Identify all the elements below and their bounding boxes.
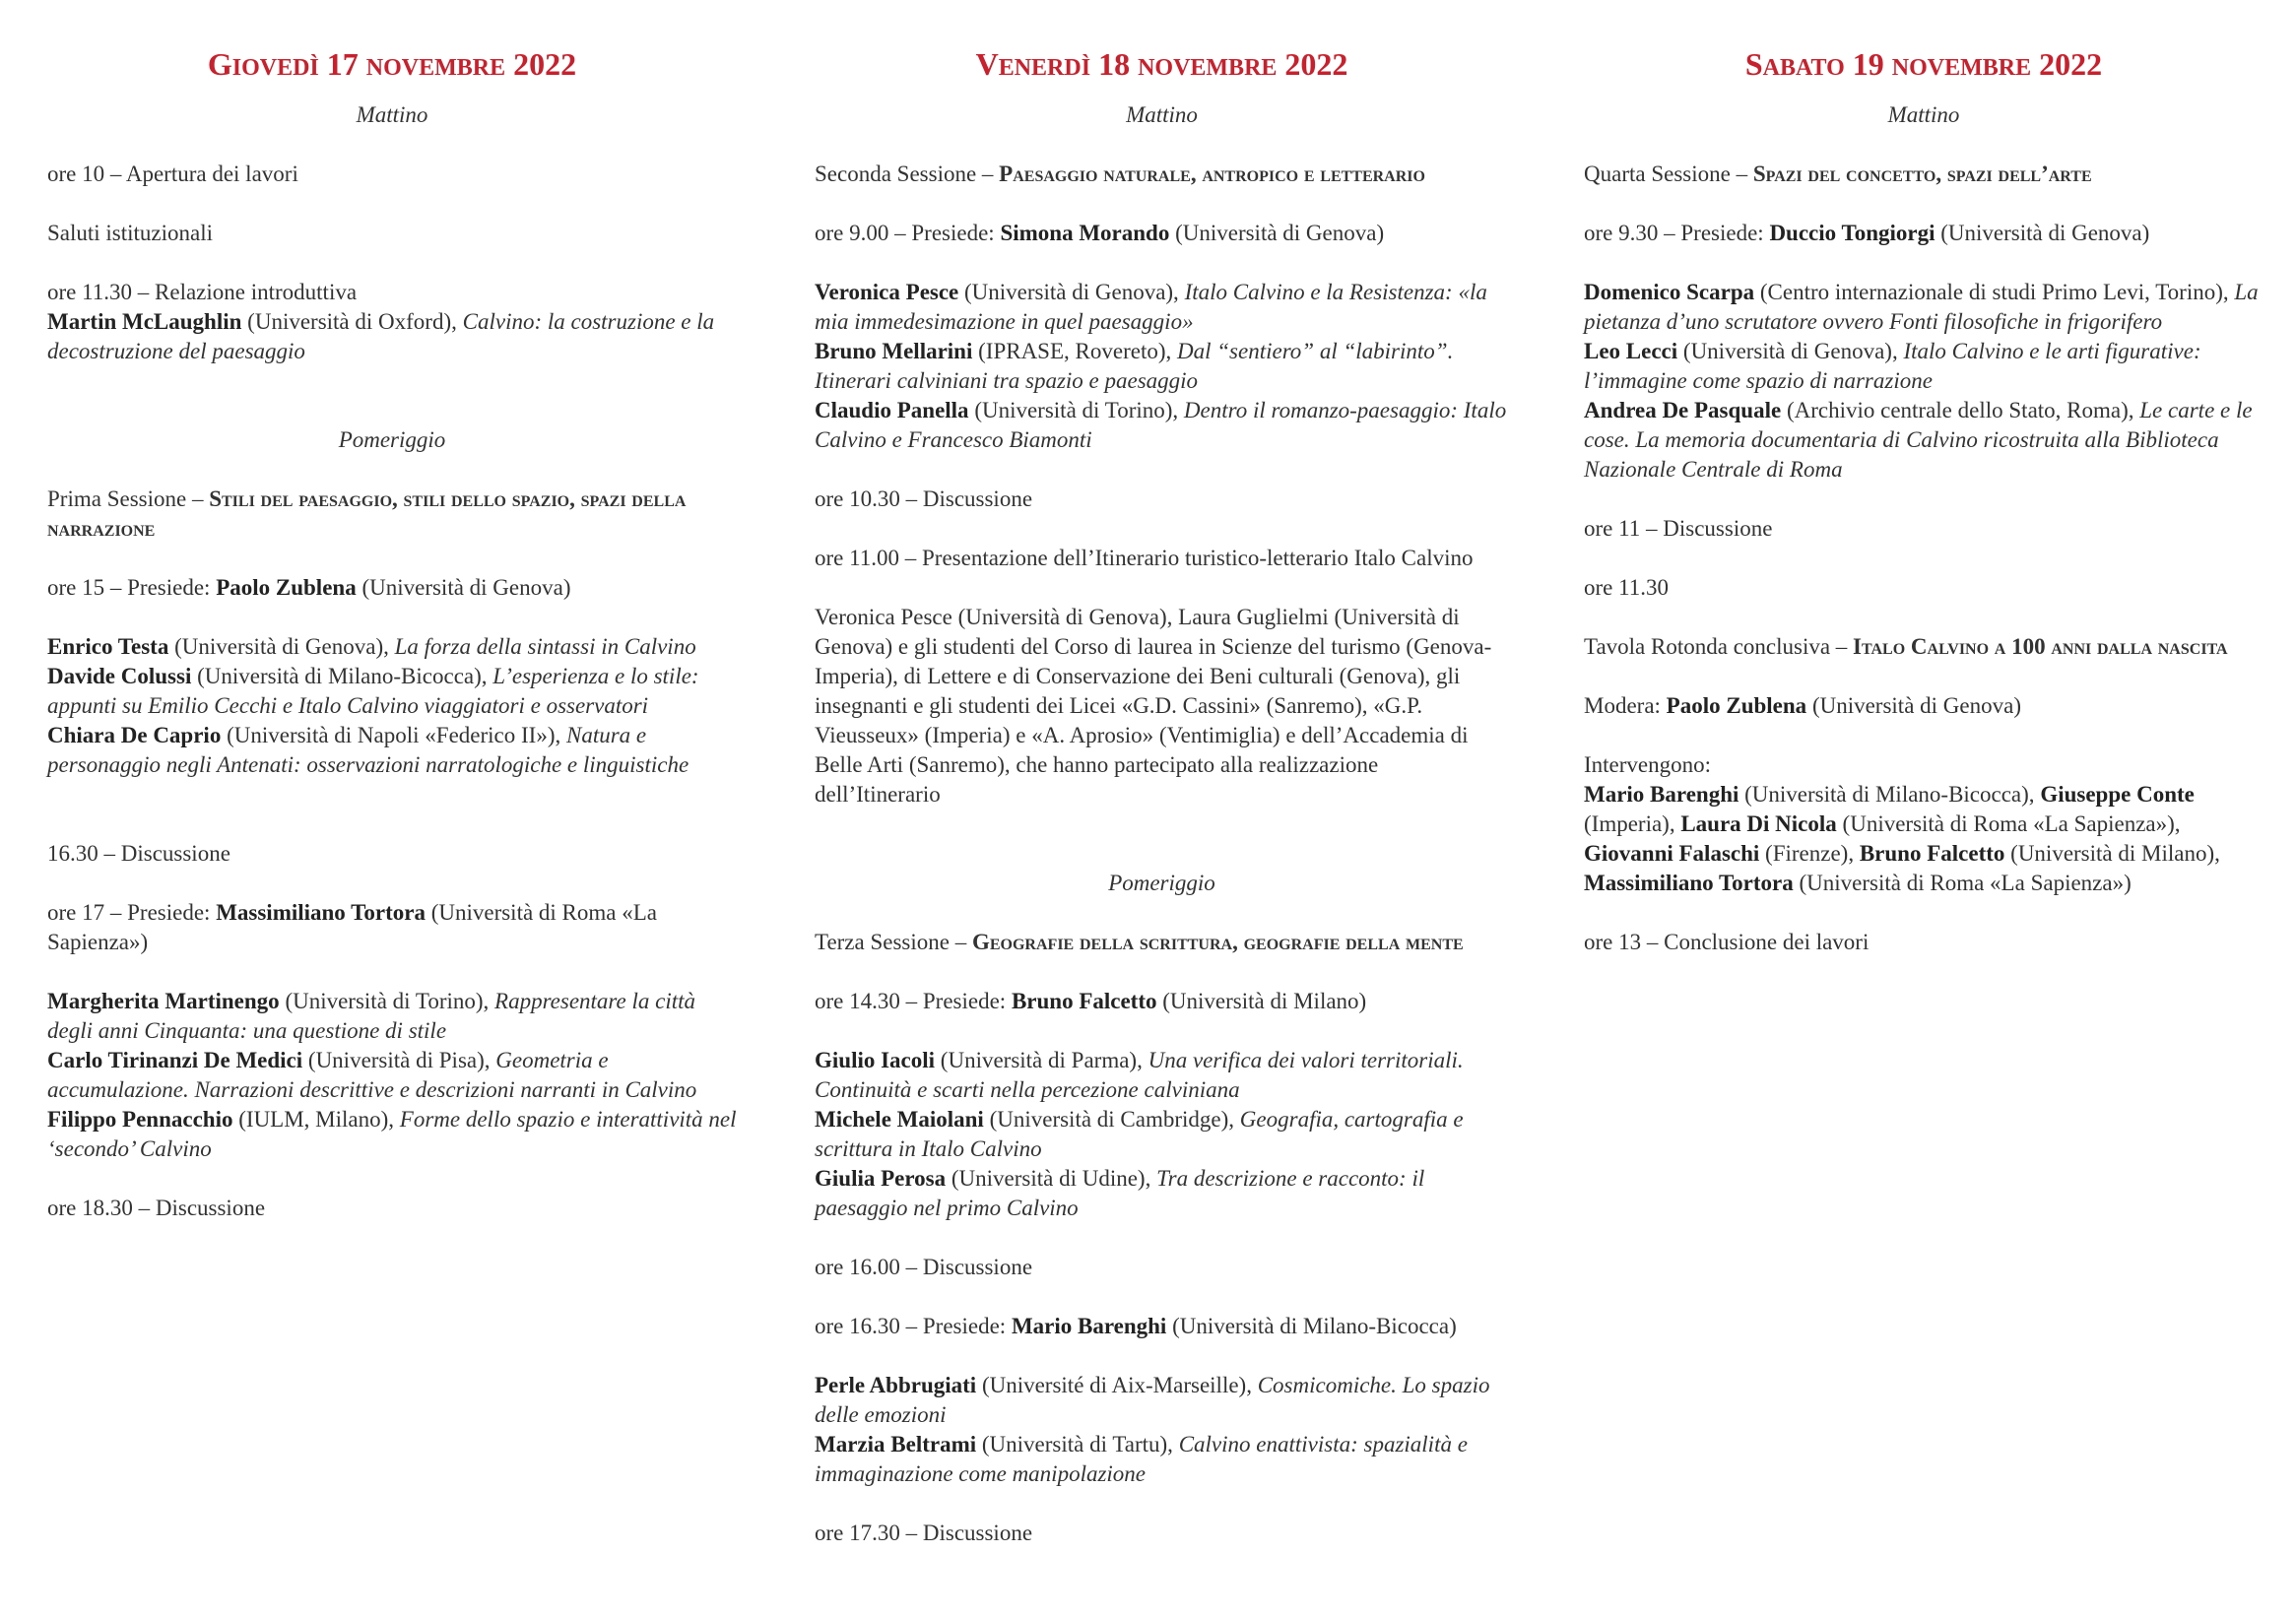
speaker-name: Domenico Scarpa	[1584, 280, 1755, 304]
session-prefix: Prima Sessione –	[47, 486, 210, 511]
speaker-affiliation: (Università di Pisa),	[302, 1048, 496, 1072]
day-heading	[47, 39, 737, 93]
talk-item	[1584, 278, 2263, 337]
chair-name: Mario Barenghi	[1011, 1314, 1167, 1338]
discussion-line: ore 16.00 – Discussione	[815, 1255, 1033, 1279]
session-heading	[815, 928, 1509, 957]
time-line: ore 11.30	[1584, 575, 1670, 600]
session-prefix: Seconda Sessione –	[815, 162, 1000, 186]
day-name: ENERDÌ	[998, 55, 1091, 81]
day-year: 2022	[1284, 46, 1348, 82]
speaker-name: Giulio Iacoli	[815, 1048, 936, 1072]
talk-title: Dentro il romanzo-paesaggio: Italo Calvino e Francesco Biamonti	[815, 398, 1507, 452]
discussion-line: ore 10.30 – Discussione	[815, 486, 1033, 511]
chair-prefix: ore 15 – Presiede:	[47, 575, 217, 600]
session-title: Geografie della scrittura, geografie della mente	[971, 930, 1464, 954]
moderator-line	[1584, 691, 2263, 721]
talk-item	[47, 1046, 737, 1105]
session-heading	[47, 485, 737, 544]
talk-item	[47, 721, 737, 780]
speaker-item	[1584, 841, 1860, 866]
talk-item	[815, 337, 1509, 396]
talk-title: Geometria e accumulazione. Narrazioni descrittive e descrizioni narranti in Calvino	[47, 1048, 697, 1102]
chair-line	[815, 987, 1509, 1016]
chair-name: Bruno Falcetto	[1011, 989, 1157, 1013]
morning-label: Mattino	[356, 102, 428, 127]
speakers-label: Intervengono:	[1584, 752, 1712, 777]
session-title: Stili del paesaggio, stili dello spazio, spazi della narrazione	[47, 486, 687, 541]
day-year: 2022	[513, 46, 577, 82]
day-name: IOVEDÌ	[231, 55, 319, 81]
talk-list	[815, 278, 1509, 455]
chair-affiliation: (Università di Genova)	[1169, 221, 1385, 245]
chair-prefix: ore 9.00 – Presiede:	[815, 221, 1001, 245]
day-date: 18	[1098, 46, 1131, 82]
presentation-text: Veronica Pesce (Università di Genova), Laura Guglielmi (Università di Genova) e gli studenti del Corso di laurea in Scienze del turismo (Genova-Imperia), di Lettere e di Conservazione dei Beni culturali (Genova), gli insegnanti e gli studenti dei Licei «G.D. Cassini» (Sanremo), «G.P. Vieusseux» (Imperia) e «A. Aprosio» (Ventimiglia) e dell’Accademia di Belle Arti (Sanremo), che hanno partecipato alla realizzazione dell’Itinerario	[815, 605, 1492, 807]
day-year: 2022	[2039, 46, 2103, 82]
talk-title: La forza della sintassi in Calvino	[394, 634, 696, 659]
speaker-name: Perle Abbrugiati	[815, 1373, 977, 1397]
chair-name: Duccio Tongiorgi	[1769, 221, 1935, 245]
day-heading	[1584, 39, 2263, 93]
opening-line: ore 10 – Apertura dei lavori	[47, 162, 298, 186]
speaker-affiliation: (Università di Roma «La Sapienza»),	[1836, 811, 2181, 836]
chair-line	[815, 219, 1509, 248]
talk-title: Italo Calvino e la Resistenza: «la mia immedesimazione in quel paesaggio»	[815, 280, 1487, 334]
talk-item	[1584, 396, 2263, 485]
speaker-affiliation: (Università di Parma),	[935, 1048, 1148, 1072]
speaker-name: Martin McLaughlin	[47, 309, 242, 334]
chair-line	[815, 1312, 1509, 1341]
column-saturday	[1584, 39, 2263, 987]
speaker-name: Michele Maiolani	[815, 1107, 984, 1132]
speaker-name: Veronica Pesce	[815, 280, 959, 304]
speaker-affiliation: (Università di Cambridge),	[983, 1107, 1240, 1132]
talk-item	[47, 662, 737, 721]
talk-item	[815, 396, 1509, 455]
talk-title: L’esperienza e lo stile: appunti su Emilio Cecchi e Italo Calvino viaggiatori e osservatori	[47, 664, 699, 718]
speaker-affiliation: (IPRASE, Rovereto),	[972, 339, 1177, 363]
chair-line	[47, 573, 737, 603]
talk-item	[815, 1105, 1509, 1164]
discussion-line: 16.30 – Discussione	[47, 841, 230, 866]
speaker-name: Giulia Perosa	[815, 1166, 947, 1191]
speaker-name: Mario Barenghi	[1584, 782, 1739, 807]
talk-title: Una verifica dei valori territoriali. Continuità e scarti nella percezione calviniana	[815, 1048, 1464, 1102]
talk-item	[1584, 337, 2263, 396]
session-title: Paesaggio naturale, antropico e letterario	[999, 162, 1425, 186]
talk-list	[815, 1046, 1509, 1223]
greetings-line: Saluti istituzionali	[47, 221, 214, 245]
round-table-heading	[1584, 632, 2263, 662]
speaker-affiliation: (IULM, Milano),	[232, 1107, 400, 1132]
speaker-name: Carlo Tirinanzi De Medici	[47, 1048, 303, 1072]
speaker-name: Davide Colussi	[47, 664, 192, 688]
speaker-affiliation: (Università di Udine),	[946, 1166, 1157, 1191]
talk-title: Geografia, cartografia e scrittura in Italo Calvino	[815, 1107, 1464, 1161]
talk-item	[815, 1430, 1509, 1489]
talk-title: Calvino enattivista: spazialità e immaginazione come manipolazione	[815, 1432, 1468, 1486]
chair-affiliation: (Università di Milano-Bicocca)	[1166, 1314, 1457, 1338]
speaker-name: Marzia Beltrami	[815, 1432, 977, 1457]
speaker-affiliation: (Università di Torino),	[968, 398, 1184, 422]
speaker-item	[1584, 871, 2132, 895]
talk-item	[47, 987, 737, 1046]
session-prefix: Terza Sessione –	[815, 930, 972, 954]
talk-item	[815, 1164, 1509, 1223]
presentation-line: ore 11.00 – Presentazione dell’Itinerario turistico-letterario Italo Calvino	[815, 546, 1474, 570]
day-date: 17	[326, 46, 359, 82]
chair-name: Massimiliano Tortora	[216, 900, 426, 925]
afternoon-label: Pomeriggio	[1108, 871, 1215, 895]
speaker-affiliation: (Università di Genova),	[1677, 339, 1904, 363]
speaker-name: Leo Lecci	[1584, 339, 1678, 363]
session-title: Spazi del concetto, spazi dell’arte	[1752, 162, 2092, 186]
talk-title: Cosmicomiche. Lo spazio delle emozioni	[815, 1373, 1490, 1427]
talk-list	[47, 632, 737, 780]
talk-title: Forme dello spazio e interattività nel ‘secondo’ Calvino	[47, 1107, 737, 1161]
day-heading	[815, 39, 1509, 93]
chair-prefix: ore 14.30 – Presiede:	[815, 989, 1012, 1013]
speaker-affiliation: (Imperia),	[1584, 811, 1681, 836]
speaker-affiliation: (Università di Genova),	[168, 634, 395, 659]
speaker-name: Chiara De Caprio	[47, 723, 222, 747]
chair-prefix: ore 16.30 – Presiede:	[815, 1314, 1012, 1338]
talk-item	[815, 278, 1509, 337]
chair-affiliation: (Università di Milano)	[1156, 989, 1367, 1013]
talk-title: Le carte e le cose. La memoria documentaria di Calvino ricostruita alla Biblioteca Nazionale Centrale di Roma	[1584, 398, 2253, 482]
speaker-affiliation: (Archivio centrale dello Stato, Roma),	[1781, 398, 2140, 422]
speaker-name: Claudio Panella	[815, 398, 969, 422]
moderator-affiliation: (Università di Genova)	[1806, 693, 2021, 718]
chair-line	[47, 898, 737, 957]
speaker-affiliation: (Università di Tartu),	[976, 1432, 1179, 1457]
speaker-affiliation: (Università di Milano-Bicocca),	[191, 664, 493, 688]
speaker-name: Giuseppe Conte	[2040, 782, 2195, 807]
speaker-affiliation: (Centro internazionale di studi Primo Levi, Torino),	[1754, 280, 2235, 304]
session-heading	[815, 160, 1509, 189]
chair-name: Paolo Zublena	[216, 575, 357, 600]
chair-affiliation: (Università di Genova)	[1935, 221, 2150, 245]
day-month: NOVEMBRE	[1891, 55, 2032, 81]
talk-item	[47, 632, 737, 662]
talk-title: Tra descrizione e racconto: il paesaggio nel primo Calvino	[815, 1166, 1425, 1220]
discussion-line: ore 17.30 – Discussione	[815, 1521, 1033, 1545]
speaker-affiliation: (Firenze),	[1759, 841, 1860, 866]
closing-line: ore 13 – Conclusione dei lavori	[1584, 930, 1870, 954]
speaker-name: Margherita Martinengo	[47, 989, 280, 1013]
talk-item	[47, 1105, 737, 1164]
column-friday	[815, 39, 1509, 1578]
day-initial: G	[207, 46, 232, 82]
moderator-name: Paolo Zublena	[1666, 693, 1807, 718]
session-prefix: Tavola Rotonda conclusiva –	[1584, 634, 1854, 659]
speaker-name: Massimiliano Tortora	[1584, 871, 1794, 895]
session-heading	[1584, 160, 2263, 189]
talk-title: Italo Calvino e le arti figurative: l’immagine come spazio di narrazione	[1584, 339, 2201, 393]
speaker-affiliation: (Università di Genova),	[958, 280, 1185, 304]
intro-time: ore 11.30 – Relazione introduttiva	[47, 280, 358, 304]
speakers-block	[1584, 750, 2263, 898]
speaker-affiliation: (Université di Aix-Marseille),	[976, 1373, 1258, 1397]
speaker-name: Giovanni Falaschi	[1584, 841, 1760, 866]
talk-item	[815, 1371, 1509, 1430]
speaker-name: Bruno Mellarini	[815, 339, 973, 363]
chair-line	[1584, 219, 2263, 248]
day-name: ABATO	[1762, 55, 1845, 81]
day-initial: S	[1744, 46, 1763, 82]
column-thursday	[47, 39, 737, 1253]
discussion-line: ore 18.30 – Discussione	[47, 1196, 266, 1220]
chair-affiliation: (Università di Genova)	[356, 575, 571, 600]
speaker-affiliation: (Università di Roma «La Sapienza»)	[1793, 871, 2132, 895]
session-prefix: Quarta Sessione –	[1584, 162, 1753, 186]
day-month: NOVEMBRE	[1138, 55, 1278, 81]
speaker-affiliation: (Università di Napoli «Federico II»),	[221, 723, 566, 747]
discussion-line: ore 11 – Discussione	[1584, 516, 1773, 541]
afternoon-label: Pomeriggio	[338, 427, 446, 452]
speaker-affiliation: (Università di Torino),	[279, 989, 495, 1013]
speaker-affiliation: (Università di Milano-Bicocca),	[1738, 782, 2041, 807]
intro-block	[47, 278, 737, 366]
chair-prefix: ore 9.30 – Presiede:	[1584, 221, 1770, 245]
chair-name: Simona Morando	[1000, 221, 1170, 245]
speaker-item	[1860, 841, 2220, 866]
chair-prefix: ore 17 – Presiede:	[47, 900, 217, 925]
speaker-name: Filippo Pennacchio	[47, 1107, 233, 1132]
speaker-item	[1680, 811, 2180, 836]
speaker-name: Laura Di Nicola	[1680, 811, 1837, 836]
talk-title: Calvino: la costruzione e la decostruzione del paesaggio	[47, 309, 715, 363]
talk-title: Natura e personaggio negli Antenati: osservazioni narratologiche e linguistiche	[47, 723, 689, 777]
talk-title: Rappresentare la città degli anni Cinquanta: una questione di stile	[47, 989, 696, 1043]
speaker-name: Enrico Testa	[47, 634, 169, 659]
speaker-item	[1584, 782, 2040, 807]
day-date: 19	[1852, 46, 1884, 82]
speaker-affiliation: (Università di Milano),	[2004, 841, 2220, 866]
moderator-prefix: Modera:	[1584, 693, 1667, 718]
session-title: Italo Calvino a 100 anni dalla nascita	[1853, 634, 2228, 659]
talk-title: Dal “sentiero” al “labirinto”. Itinerari calviniani tra spazio e paesaggio	[815, 339, 1454, 393]
talk-list	[815, 1371, 1509, 1489]
morning-label: Mattino	[1126, 102, 1198, 127]
talk-title: La pietanza d’uno scrutatore ovvero Fonti filosofiche in frigorifero	[1584, 280, 2259, 334]
speaker-name: Bruno Falcetto	[1859, 841, 2005, 866]
day-month: NOVEMBRE	[365, 55, 506, 81]
speaker-name: Andrea De Pasquale	[1584, 398, 1782, 422]
morning-label: Mattino	[1887, 102, 1960, 127]
talk-item	[815, 1046, 1509, 1105]
day-initial: V	[975, 46, 999, 82]
chair-affiliation: (Università di Roma «La Sapienza»)	[47, 900, 658, 954]
talk-list	[1584, 278, 2263, 485]
talk-list	[47, 987, 737, 1164]
speaker-affiliation: (Università di Oxford),	[241, 309, 463, 334]
